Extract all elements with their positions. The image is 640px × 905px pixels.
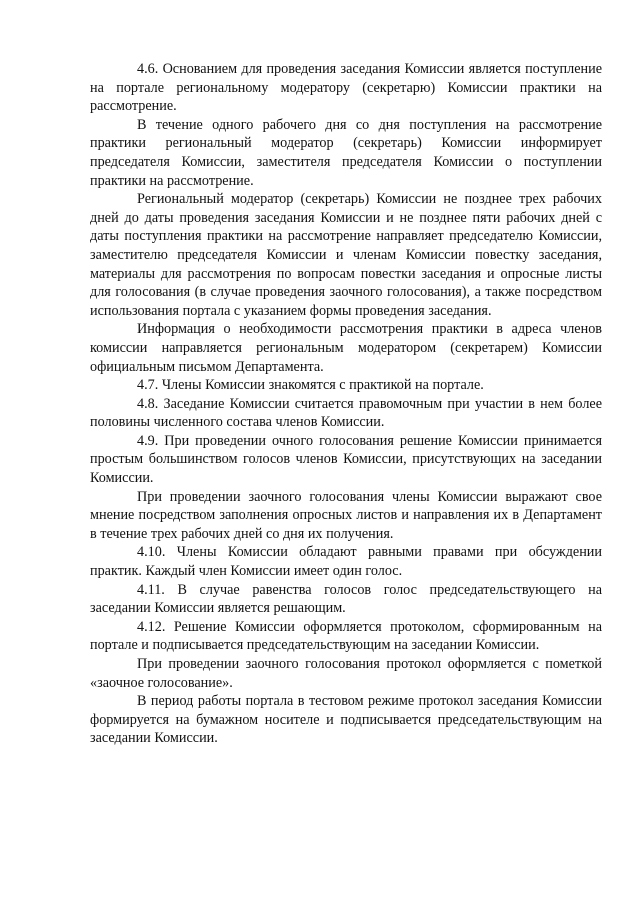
paragraph-4-12: 4.12. Решение Комиссии оформляется протоколом, сформированным на портале и подписывается председательствующим на заседании Комиссии. [90, 618, 602, 654]
paragraph-absentee-protocol: При проведении заочного голосования протокол оформляется с пометкой «заочное голосование». [90, 656, 602, 691]
paragraph-4-8: 4.8. Заседание Комиссии считается правомочным при участии в нем более половины численного состава членов Комиссии. [90, 395, 602, 431]
paragraph-official-letter: Информация о необходимости рассмотрения практики в адреса членов комиссии направляется региональным модератором (секретарем) Комиссии официальным письмом Департамента. [90, 321, 602, 375]
paragraph-agenda-dispatch: Региональный модератор (секретарь) Комиссии не позднее трех рабочих дней до даты проведения заседания Комиссии и не позднее пяти рабочих дней с даты поступления практики на рассмотрение направляет председателю Комиссии, заместителю председателя Комиссии и членам Комиссии повестку заседания, материалы для рассмотрения по вопросам повестки заседания и опросные листы для голосования (в случае проведения заочного голосования), а также посредством использования портала с указанием формы проведения заседания. [90, 191, 602, 319]
paragraph-moderator-notification: В течение одного рабочего дня со дня поступления на рассмотрение практики региональный модератор (секретарь) Комиссии информирует председателя Комиссии, заместителя председателя Комиссии о поступлении практики на рассмотрение. [90, 116, 602, 189]
paragraph-absentee-voting: При проведении заочного голосования члены Комиссии выражают свое мнение посредством заполнения опросных листов и направления их в Департамент в течение трех рабочих дней со дня их получения. [90, 488, 602, 542]
paragraph-4-10: 4.10. Члены Комиссии обладают равными правами при обсуждении практик. Каждый член Комиссии имеет один голос. [90, 544, 602, 580]
paragraph-4-7: 4.7. Члены Комиссии знакомятся с практикой на портале. [137, 377, 484, 394]
paragraph-4-6: 4.6. Основанием для проведения заседания Комиссии является поступление на портале региональному модератору (секретарю) Комиссии практики на рассмотрение. [90, 61, 602, 115]
document-page [90, 60, 602, 748]
paragraph-test-mode-protocol: В период работы портала в тестовом режиме протокол заседания Комиссии формируется на бумажном носителе и подписывается председательствующим на заседании Комиссии. [90, 693, 602, 747]
paragraph-4-11: 4.11. В случае равенства голосов голос председательствующего на заседании Комиссии является решающим. [90, 581, 602, 617]
paragraph-4-9: 4.9. При проведении очного голосования решение Комиссии принимается простым большинством голосов членов Комиссии, присутствующих на заседании Комиссии. [90, 432, 602, 487]
